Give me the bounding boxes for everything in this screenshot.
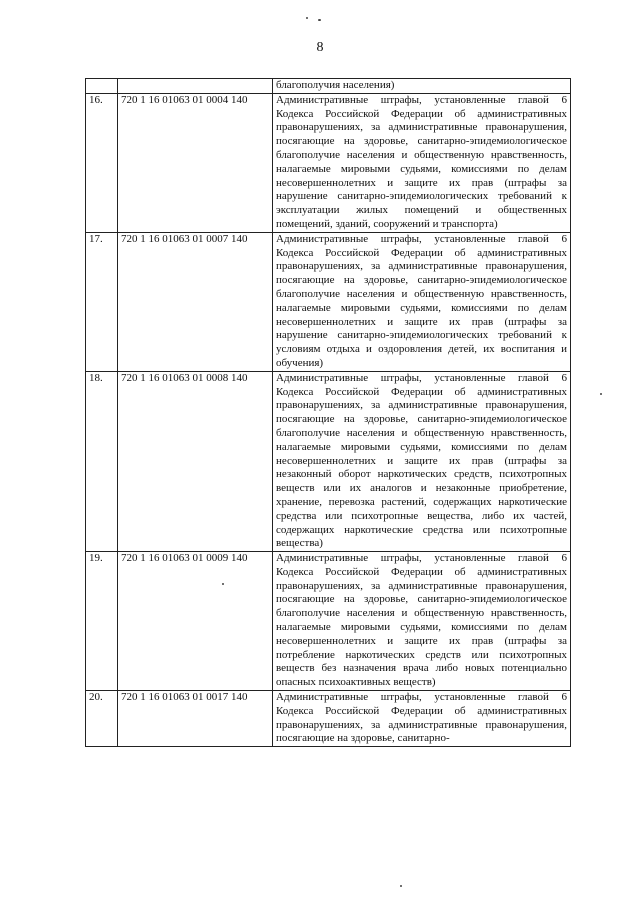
budget-code: 720 1 16 01063 01 0004 140 — [118, 93, 273, 232]
budget-code: 720 1 16 01063 01 0017 140 — [118, 691, 273, 747]
table-row — [86, 552, 571, 691]
row-description: Административные штрафы, установленные главой 6 Кодекса Российской Федерации об административных правонарушениях, за административные правонарушения, посягающие на здоровье, санитарно-эпидемиологическое благополучие населения и общественную нравственность, налагаемые мировыми судьями, комиссиями по делам несовершеннолетних и защите их прав (штрафы за нарушение санитарно-эпидемиологических требований к эксплуатации жилых помещений и общественных помещений, зданий, сооружений и транспорта) — [273, 93, 571, 232]
table-row — [86, 371, 571, 551]
table-row — [86, 93, 571, 232]
table-row-continuation — [86, 79, 571, 94]
row-number — [86, 79, 118, 94]
scan-speck — [306, 17, 308, 19]
row-number: 17. — [86, 232, 118, 371]
budget-code: 720 1 16 01063 01 0009 140 — [118, 552, 273, 691]
row-description: Административные штрафы, установленные главой 6 Кодекса Российской Федерации об административных правонарушениях, за административные правонарушения, посягающие на здоровье, санитарно-эпидемиологическое благополучие населения и общественную нравственность, налагаемые мировыми судьями, комиссиями по делам несовершеннолетних и защите их прав (штрафы за нарушение санитарно-эпидемиологических требований к условиям отдыха и оздоровления детей, их воспитания и обучения) — [273, 232, 571, 371]
page-number: 8 — [316, 40, 324, 55]
scan-speck — [400, 885, 402, 887]
budget-code: 720 1 16 01063 01 0007 140 — [118, 232, 273, 371]
fines-table — [85, 78, 571, 747]
row-description: Административные штрафы, установленные главой 6 Кодекса Российской Федерации об административных правонарушениях, за административные правонарушения, посягающие на здоровье, санитарно- — [273, 691, 571, 747]
budget-code — [118, 79, 273, 94]
row-number: 20. — [86, 691, 118, 747]
table-row — [86, 691, 571, 747]
scan-speck — [318, 19, 321, 21]
row-number: 18. — [86, 371, 118, 551]
fines-table-body — [86, 79, 571, 747]
row-description: Административные штрафы, установленные главой 6 Кодекса Российской Федерации об административных правонарушениях, за административные правонарушения, посягающие на здоровье, санитарно-эпидемиологическое благополучие населения и общественную нравственность, налагаемые мировыми судьями, комиссиями по делам несовершеннолетних и защите их прав (штрафы за незаконный оборот наркотических средств, психотропных веществ или их аналогов и незаконные приобретение, хранение, перевозка растений, содержащих наркотические средства или психотропные вещества, либо их частей, содержащих наркотические средства или психотропные вещества) — [273, 371, 571, 551]
scan-speck — [600, 393, 602, 395]
row-number: 16. — [86, 93, 118, 232]
row-number: 19. — [86, 552, 118, 691]
budget-code: 720 1 16 01063 01 0008 140 — [118, 371, 273, 551]
table-row — [86, 232, 571, 371]
row-description: Административные штрафы, установленные главой 6 Кодекса Российской Федерации об административных правонарушениях, за административные правонарушения, посягающие на здоровье, санитарно-эпидемиологическое благополучие населения и общественную нравственность, налагаемые мировыми судьями, комиссиями по делам несовершеннолетних и защите их прав (штрафы за потребление наркотических средств или психотропных веществ без назначения врача либо новых потенциально опасных психоактивных веществ) — [273, 552, 571, 691]
row-description: благополучия населения) — [273, 79, 571, 94]
